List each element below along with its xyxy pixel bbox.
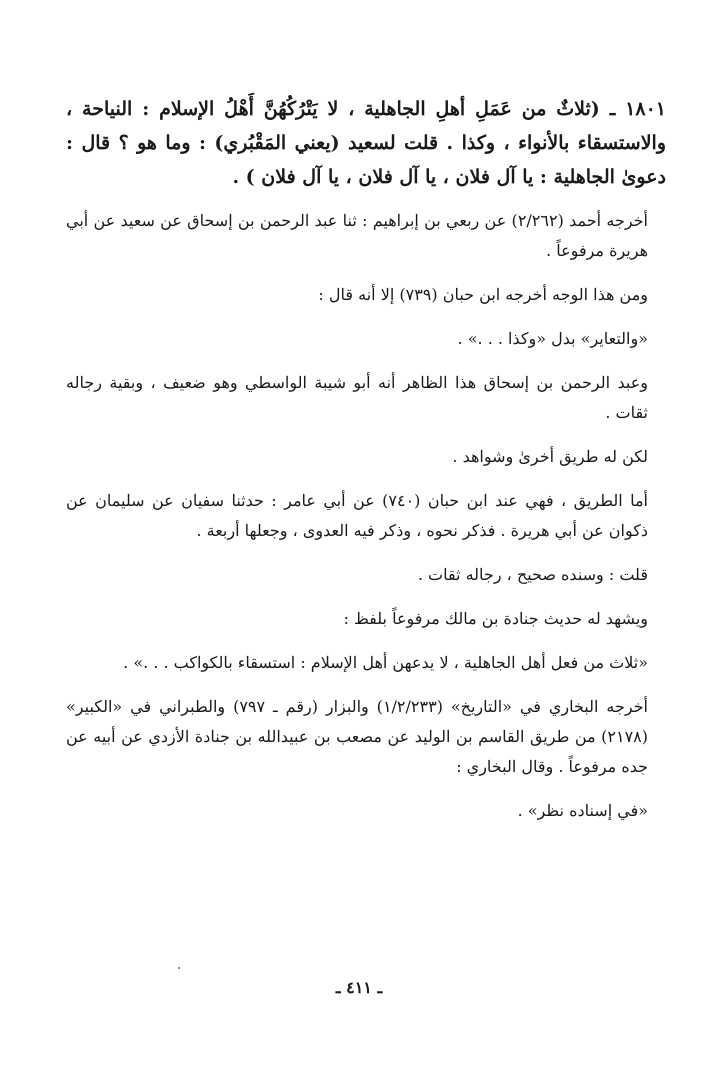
paragraph-takhrij-bukhari: أخرجه البخاري في «التاريخ» (١/٢/٢٣٣) والبزار (رقم ـ ٧٩٧) والطبراني في «الكبير» (٢١٧٨) من طريق القاسم بن الوليد عن مصعب بن عبيدالله بن جنادة الأزدي عن أبيه عن جده مرفوعاً . وقال البخاري : (66, 697, 649, 776)
hadith-text: ١٨٠١ ـ (ثلاثٌ من عَمَلِ أهلِ الجاهلية ، لا يَتْرُكُهُنَّ أَهْلُ الإسلام : النياحة ، والاستسقاء بالأنواء ، وكذا . قلت لسعيد (يعني المَقْبُري) : وما هو ؟ قال : دعوىٰ الجاهلية : يا آل فلان ، يا آل فلان ، يا آل فلان ) . (66, 98, 666, 188)
paragraph-narrator-assessment: وعبد الرحمن بن إسحاق هذا الظاهر أنه أبو شيبة الواسطي وهو ضعيف ، وبقية رجاله ثقات . (66, 373, 648, 422)
page-number: ـ ٤١١ ـ (335, 978, 383, 997)
paragraph-ibn-hibban-739: ومن هذا الوجه أخرجه ابن حبان (٧٣٩) إلا أنه قال : (318, 285, 648, 304)
paragraph-chain-sound: قلت : وسنده صحيح ، رجاله ثقات . (417, 565, 648, 584)
paragraph-witness-text: «ثلاث من فعل أهل الجاهلية ، لا يدعهن أهل الإسلام : استسقاء بالكواكب . . .» . (123, 653, 648, 672)
paragraph-bukhari-remark: «في إسناده نظر» . (517, 801, 648, 820)
page-body (66, 92, 666, 840)
paragraph-takhrij-ahmad: أخرجه أحمد (٢/٢٦٢) عن ربعي بن إبراهيم : ثنا عبد الرحمن بن إسحاق عن سعيد عن أبي هريرة مرفوعاً . (66, 211, 649, 260)
paragraph-witness-junada: ويشهد له حديث جنادة بن مالك مرفوعاً بلفظ : (343, 609, 648, 628)
paragraph-other-routes: لكن له طريق أخرىٰ وشواهد . (452, 447, 648, 466)
paragraph-variant-wording: «والتعاير» بدل «وكذا . . .» . (457, 329, 648, 348)
paragraph-ibn-hibban-740: أما الطريق ، فهي عند ابن حبان (٧٤٠) عن أبي عامر : حدثنا سفيان عن سليمان عن ذكوان عن أبي هريرة . فذكر نحوه ، وذكر فيه العدوى ، وجعلها أربعة . (66, 491, 648, 540)
ink-speck (178, 967, 180, 969)
